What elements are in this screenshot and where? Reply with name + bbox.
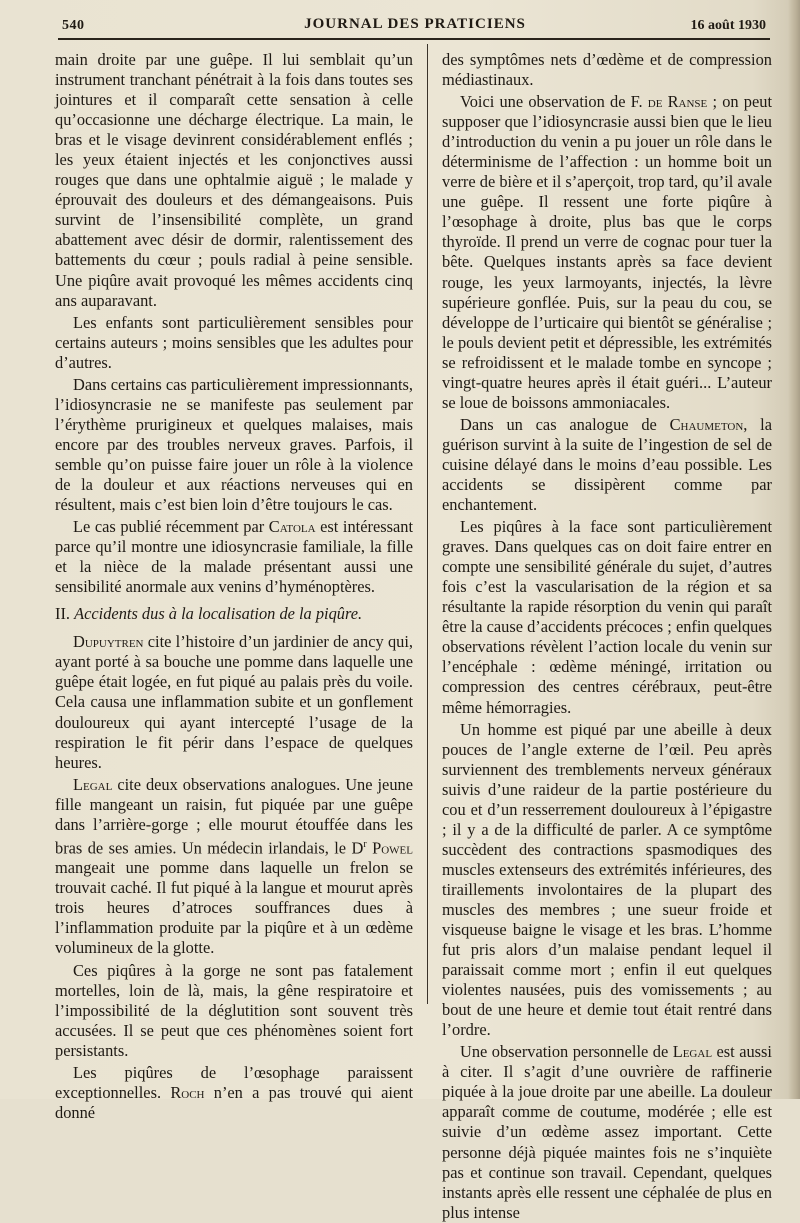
paragraph: main droite par une guêpe. Il lui semblait qu’un instrument tranchant pénétrait à la fois dans toutes ses jointures et il comparaît cette sensation à celle qu’occasionne une décharge électrique. La main, le bras et le visage devinrent considérablement enflés ; les yeux étaient injectés et les conjonctives aussi rouges que dans une ophtalmie aiguë ; le malade y éprouvait des douleurs et des démangeaisons. Puis survint de l’insensibilité complète, un grand abattement avec désir de dormir, ralentissement des battements du cœur ; pouls radial à peine sensible. Une piqûre avait provoqué les mêmes accidents cinq ans auparavant. (55, 50, 413, 310)
paragraph (55, 517, 413, 597)
author-name: Dupuytren (73, 632, 144, 652)
text-run: mangeait une pomme dans laquelle un frelon se trouvait caché. Il fut piqué à la langue et mourut après trois heures d’atroces souffrances dues à l’inflammation produite par la piqûre et à un œdème volumineux de la glotte. (55, 858, 413, 958)
text-run: est aussi à citer. Il s’agit d’une ouvrière de raffinerie piquée à la joue droite par une abeille. La douleur apparaît comme de coutume, modérée ; elle est suivie d’un œdème assez important. Cette personne déjà piquée maintes fois ne s’inquiète pas et continue son travail. Cependant, quelques instants après elle ressent une céphalée de plus en plus intense (442, 1042, 772, 1222)
section-number: II. (55, 604, 75, 624)
section-heading (55, 604, 413, 624)
paragraph (55, 632, 413, 772)
text-run: Dans un cas analogue de (460, 414, 670, 434)
author-name: Catola (268, 517, 316, 537)
text-run: cite deux observations analogues. Une jeune fille mangeant un raisin, fut piquée par une guêpe dans l’arrière-gorge ; elle mourut étouffée dans les bras de ses amies. Un médecin irlandais, le D (55, 774, 413, 858)
header-rule (58, 38, 770, 40)
paragraph: Ces piqûres à la gorge ne sont pas fatalement mortelles, loin de là, mais, la gêne respiratoire et l’impossibilité de la déglutition sont souvent très accusées. Il se peut que ces phénomènes soient fort persistants. (55, 960, 413, 1060)
paragraph: Un homme est piqué par une abeille à deux pouces de l’angle externe de l’œil. Peu après surviennent des tremblements nerveux généraux suivis d’une raideur de la partie postérieure du cou et d’un resserrement douloureux à l’épigastre ; il y a de la difficulté de parler. A ce symptôme succèdent des contractions spasmodiques des muscles extenseurs des extrémités inférieures, des tiraillements involontaires de la plupart des muscles des membres ; une sueur froide et visqueuse baigne le visage et les bras. L’homme fut pris alors d’un malaise pendant lequel il paraissait comme mort ; enfin il eut quelques violentes nausées, puis des vomissements ; au bout de une heure et demie tout était rentré dans l’ordre. (442, 719, 772, 1040)
paragraph (55, 775, 413, 959)
paragraph (442, 1042, 772, 1222)
text-run: Voici une observation de F. (460, 92, 648, 112)
paragraph: Dans certains cas particulièrement impressionnants, l’idiosyncrasie ne se manifeste pas seulement par l’érythème prurigineux et quelques malaises, mais encore par des troubles nerveux graves. Parfois, il semble qu’on puisse faire jouer un rôle à la violence de la douleur et aux réactions nerveuses qui en résultent, mais c’est bien loin d’être toujours le cas. (55, 374, 413, 515)
author-name: Legal (672, 1042, 713, 1062)
paragraph (442, 415, 772, 515)
author-name: de Ranse (647, 92, 708, 112)
author-name: Legal (73, 774, 113, 794)
text-run: n’en a pas trouvé qui aient donné (55, 1082, 413, 1122)
text-run: , la guérison survint à la suite de l’ingestion de sel de cuisine délayé dans le moins d’eau possible. Les accidents se dissipèrent comme par enchantement. (442, 414, 772, 515)
author-name: Chaumeton (669, 414, 744, 434)
paragraph: des symptômes nets d’œdème et de compression médiastinaux. (442, 50, 772, 90)
paragraph (442, 92, 772, 413)
text-run: Les piqûres de l’œsophage paraissent exceptionnelles. (55, 1062, 413, 1102)
section-title: Accidents dus à la localisation de la piqûre. (74, 604, 363, 624)
right-column (442, 50, 772, 1223)
left-column (55, 50, 413, 1123)
running-header (62, 12, 768, 38)
journal-title: JOURNAL DES PRATICIENS (304, 16, 526, 32)
page-edge-shadow (788, 0, 800, 1099)
text-run: Le cas publié récemment par (73, 517, 269, 537)
paragraph: Les enfants sont particulièrement sensibles pour certains auteurs ; moins sensibles que les adultes pour d’autres. (55, 312, 413, 372)
column-divider (427, 44, 428, 1004)
paragraph (55, 1063, 413, 1123)
paragraph: Les piqûres à la face sont particulièrement graves. Dans quelques cas on doit faire entrer en compte une sensibilité générale du sujet, d’autres fois c’est la vascularisation de la région et sa résultante la rapide résorption du venin qui paraît être la cause d’accidents précoces ; enfin quelques observations révèlent l’action locale du venin sur l’encéphale : œdème méningé, irritation ou compression des centres cérébraux, peut-être même hémorragies. (442, 517, 772, 717)
author-name: Powel (372, 838, 413, 858)
text-run: Une observation personnelle de (460, 1042, 673, 1062)
author-name: Roch (170, 1082, 205, 1102)
superscript: r (363, 838, 367, 850)
text-run: ; on peut supposer que l’idiosyncrasie aussi bien que le lieu d’introduction du venin a pu jouer un rôle dans le déterminisme de l’affection : un homme boit un verre de bière et il s’aperçoit, trop tard, qu’il avale une guêpe. Il ressent une forte piqûre à l’œsophage à droite, plus bas que le corps thyroïde. Il prend un verre de cognac pour tuer la bête. Quelques instants après sa face devient rouge, les yeux larmoyants, injectés, la lèvre supérieure gonflée. Puis, sur la peau du cou, se développe de l’urticaire qui bientôt se généralise ; le pouls devient petit et dépressible, les extrémités se refroidissent et le malade tombe en syncope ; vingt-quatre heures après il était guéri... L’auteur se loue de boissons ammoniacales. (442, 92, 772, 412)
text-run: cite l’histoire d’un jardinier de ancy qui, ayant porté à sa bouche une pomme dans laquelle une guêpe était logée, en fut piqué au palais près du voile. Cela causa une inflammation subite et un gonflement douloureux qui ayant intercepté l’usage de la respiration le fit périr dans l’espace de quelques heures. (55, 632, 413, 772)
issue-date: 16 août 1930 (690, 18, 766, 33)
text-run: est intéressant parce qu’il montre une idiosyncrasie familiale, la fille et la nièce de la malade présentant aussi une sensibilité anormale aux venins d’hyménoptères. (55, 517, 413, 597)
page-number: 540 (62, 18, 85, 33)
